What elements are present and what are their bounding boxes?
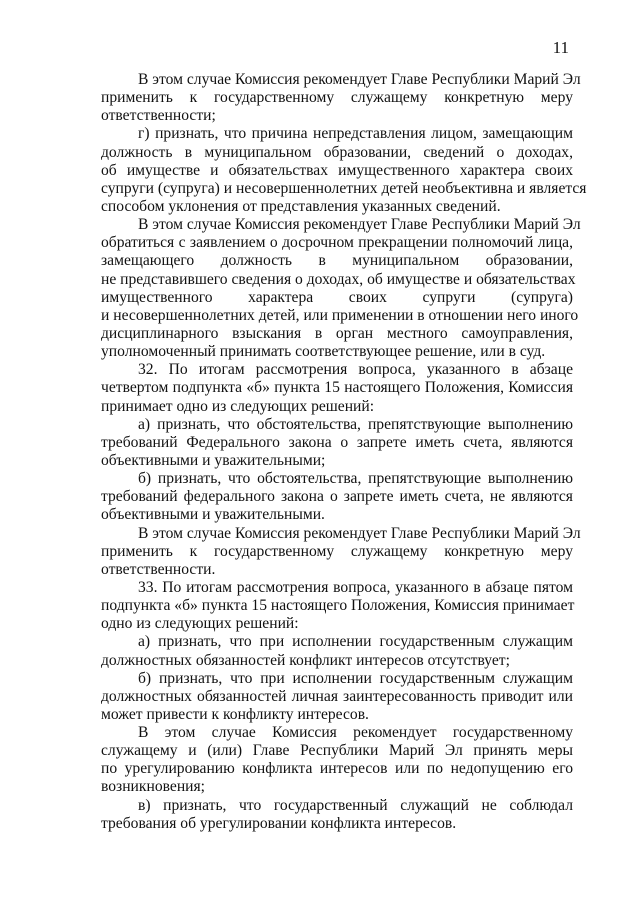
page-number: 11 (552, 38, 569, 57)
text-line: ответственности; (101, 107, 216, 125)
text-line: б) признать, что при исполнении государственным служащим (138, 669, 573, 687)
text-line: и несовершеннолетних детей, или применении в отношении него иного (101, 306, 579, 324)
text-line: В этом случае Комиссия рекомендует Главе Республики Марий Эл (138, 71, 581, 88)
text-line: объективными и уважительными; (101, 451, 326, 469)
text-line: принимает одно из следующих решений: (101, 397, 375, 415)
text-line: об имуществе и обязательствах имущественного характера своих (101, 161, 573, 179)
text-line: требования об урегулировании конфликта интересов. (101, 814, 457, 832)
text-line: 33. По итогам рассмотрения вопроса, указанного в абзаце пятом (138, 578, 573, 596)
text-line: 32. По итогам рассмотрения вопроса, указанного в абзаце (138, 361, 573, 379)
text-line: должность в муниципальном образовании, сведений о доходах, (101, 143, 573, 161)
text-line: в) признать, что государственный служащий не соблюдал (138, 796, 573, 814)
text-line: супруги (супруга) и несовершеннолетних детей необъективна и является (101, 179, 587, 197)
text-line: должностных обязанностей личная заинтересованность приводит или (101, 687, 573, 705)
text-line: подпункта «б» пункта 15 настоящего Положения, Комиссия принимает (101, 597, 575, 615)
text-line: уполномоченный принимать соответствующее решение, или в суд. (101, 343, 546, 361)
text-line: требований федерального закона о запрете иметь счета, не являются (101, 488, 573, 506)
text-line: способом уклонения от представления указанных сведений. (101, 197, 501, 215)
document-body (101, 71, 587, 833)
text-line: а) признать, что обстоятельства, препятствующие выполнению (138, 415, 573, 433)
text-line: замещающего должность в муниципальном образовании, (101, 252, 573, 270)
text-line: В этом случае Комиссия рекомендует Главе Республики Марий Эл (138, 524, 581, 542)
text-line: может привести к конфликту интересов. (101, 705, 369, 723)
text-line: а) признать, что при исполнении государственным служащим (138, 633, 573, 651)
text-line: применить к государственному служащему конкретную меру (101, 89, 573, 107)
text-line: служащему и (или) Главе Республики Марий Эл принять меры (101, 742, 573, 760)
text-line: должностных обязанностей конфликт интересов отсутствует; (101, 651, 510, 669)
text-line: ответственности. (101, 560, 216, 578)
text-line: четвертом подпункта «б» пункта 15 настоящего Положения, Комиссия (101, 379, 573, 397)
text-line: объективными и уважительными. (101, 506, 325, 524)
text-line: г) признать, что причина непредставления лицом, замещающим (138, 125, 573, 143)
text-line: дисциплинарного взыскания в орган местного самоуправления, (101, 324, 573, 342)
text-line: применить к государственному служащему конкретную меру (101, 542, 573, 560)
text-line: В этом случае Комиссия рекомендует Главе Республики Марий Эл (138, 216, 581, 234)
text-line: возникновения; (101, 778, 206, 796)
text-line: б) признать, что обстоятельства, препятствующие выполнению (138, 470, 573, 488)
text-line: имущественного характера своих супруги (супруга) (101, 288, 573, 306)
text-line: В этом случае Комиссия рекомендует государственному (138, 724, 573, 742)
text-line: обратиться с заявлением о досрочном прекращении полномочий лица, (101, 234, 573, 252)
text-line: одно из следующих решений: (101, 615, 299, 633)
text-line: не представившего сведения о доходах, об имуществе и обязательствах (101, 270, 576, 288)
text-line: требований Федерального закона о запрете иметь счета, являются (101, 433, 573, 451)
text-line: по урегулированию конфликта интересов или по недопущению его (101, 760, 573, 778)
